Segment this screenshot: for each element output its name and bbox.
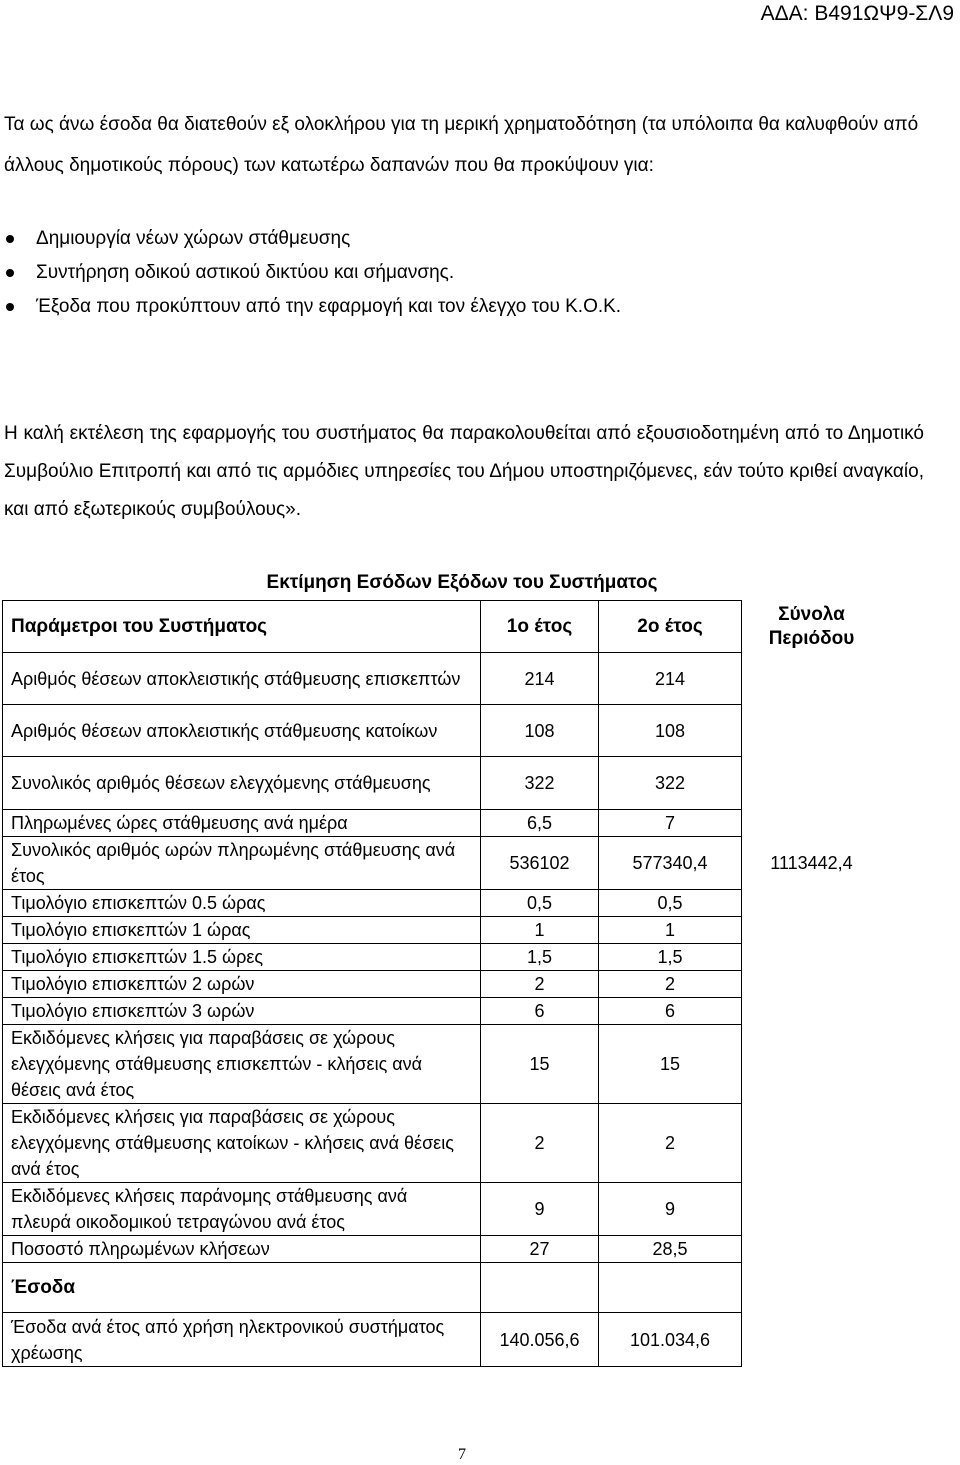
monitoring-paragraph: Η καλή εκτέλεση της εφαρμογής του συστήματος θα παρακολουθείται από εξουσιοδοτημένη από το Δημοτικό Συμβούλιο Επιτροπή και από τις αρμόδιες υπηρεσίες του Δήμου υποστηριζόμενες, εάν τούτο κριθεί αναγκαίο, και από εξωτερικούς συμβούλους». <box>4 423 924 520</box>
table-row <box>3 917 882 944</box>
row-label: Τιμολόγιο επισκεπτών 1.5 ώρες <box>3 944 481 971</box>
row-year2: 7 <box>599 810 742 837</box>
table-row <box>3 653 882 705</box>
row-total <box>742 1183 882 1236</box>
row-label: Εκδιδόμενες κλήσεις παράνομης στάθμευσης ανά πλευρά οικοδομικού τετραγώνου ανά έτος <box>3 1183 481 1236</box>
empty-cell <box>481 1263 599 1313</box>
bullet-icon <box>6 303 14 311</box>
row-label: Αριθμός θέσεων αποκλειστικής στάθμευσης κατοίκων <box>3 705 481 757</box>
row-year1: 9 <box>481 1183 599 1236</box>
row-total <box>742 944 882 971</box>
header-param: Παράμετροι του Συστήματος <box>3 601 481 653</box>
row-total <box>742 1025 882 1104</box>
row-year2: 108 <box>599 705 742 757</box>
table-row <box>3 998 882 1025</box>
list-item-text: Δημιουργία νέων χώρων στάθμευσης <box>36 228 351 249</box>
income-section-label: Έσοδα <box>3 1263 481 1313</box>
estimate-table <box>2 600 882 1367</box>
row-year2: 0,5 <box>599 890 742 917</box>
row-label: Τιμολόγιο επισκεπτών 0.5 ώρας <box>3 890 481 917</box>
row-year2: 6 <box>599 998 742 1025</box>
bullet-icon <box>6 269 14 277</box>
row-year2: 1 <box>599 917 742 944</box>
row-year1: 1 <box>481 917 599 944</box>
page-number: 7 <box>458 1446 466 1463</box>
row-year2: 9 <box>599 1183 742 1236</box>
empty-cell <box>742 1263 882 1313</box>
table-title: Εκτίμηση Εσόδων Εξόδων του Συστήματος <box>266 572 658 593</box>
row-label: Τιμολόγιο επισκεπτών 2 ωρών <box>3 971 481 998</box>
row-year1: 108 <box>481 705 599 757</box>
row-year1: 322 <box>481 757 599 810</box>
row-year2: 1,5 <box>599 944 742 971</box>
row-year2: 214 <box>599 653 742 705</box>
row-total <box>742 890 882 917</box>
row-year2: 577340,4 <box>599 837 742 890</box>
row-total <box>742 1104 882 1183</box>
list-item-text: Έξοδα που προκύπτουν από την εφαρμογή και τον έλεγχο του Κ.Ο.Κ. <box>36 296 622 317</box>
row-label: Έσοδα ανά έτος από χρήση ηλεκτρονικού συστήματος χρέωσης <box>3 1313 481 1367</box>
row-year1: 0,5 <box>481 890 599 917</box>
row-label: Τιμολόγιο επισκεπτών 3 ωρών <box>3 998 481 1025</box>
list-item <box>0 256 621 290</box>
row-year1: 2 <box>481 971 599 998</box>
row-total <box>742 653 882 705</box>
row-year1: 1,5 <box>481 944 599 971</box>
list-item-text: Συντήρηση οδικού αστικού δικτύου και σήμανσης. <box>36 262 455 283</box>
row-label: Εκδιδόμενες κλήσεις για παραβάσεις σε χώρους ελεγχόμενης στάθμευσης επισκεπτών - κλήσεις ανά θέσεις ανά έτος <box>3 1025 481 1104</box>
row-total <box>742 1236 882 1263</box>
row-total <box>742 1313 882 1367</box>
header-total: Σύνολα Περιόδου <box>768 603 855 649</box>
table-row <box>3 971 882 998</box>
row-total <box>742 971 882 998</box>
table-row <box>3 705 882 757</box>
list-item <box>0 222 621 256</box>
row-year1: 15 <box>481 1025 599 1104</box>
table-row <box>3 1236 882 1263</box>
row-year1: 6,5 <box>481 810 599 837</box>
table-row <box>3 890 882 917</box>
table-row <box>3 944 882 971</box>
ada-code: ΑΔΑ: Β491ΩΨ9-ΣΛ9 <box>760 2 954 25</box>
row-year2: 2 <box>599 971 742 998</box>
row-year2: 28,5 <box>599 1236 742 1263</box>
income-section-row <box>3 1263 882 1313</box>
header-year2: 2ο έτος <box>599 601 742 653</box>
table-row <box>3 1025 882 1104</box>
row-total <box>742 998 882 1025</box>
bullet-list <box>0 222 621 324</box>
table-row <box>3 757 882 810</box>
row-year1: 536102 <box>481 837 599 890</box>
table-header-row <box>3 601 882 653</box>
table-row <box>3 810 882 837</box>
row-total <box>742 917 882 944</box>
table-row <box>3 1183 882 1236</box>
bullet-icon <box>6 235 14 243</box>
row-total <box>742 705 882 757</box>
row-year2: 2 <box>599 1104 742 1183</box>
row-year1: 140.056,6 <box>481 1313 599 1367</box>
row-year2: 322 <box>599 757 742 810</box>
row-label: Συνολικός αριθμός θέσεων ελεγχόμενης στάθμευσης <box>3 757 481 810</box>
row-total <box>742 810 882 837</box>
row-label: Συνολικός αριθμός ωρών πληρωμένης στάθμευσης ανά έτος <box>3 837 481 890</box>
table-row <box>3 1104 882 1183</box>
row-year2: 101.034,6 <box>599 1313 742 1367</box>
intro-paragraph: Τα ως άνω έσοδα θα διατεθούν εξ ολοκλήρου για τη μερική χρηματοδότηση (τα υπόλοιπα θα καλυφθούν από άλλους δημοτικούς πόρους) των κατωτέρω δαπανών που θα προκύψουν για: <box>4 114 919 176</box>
row-year2: 15 <box>599 1025 742 1104</box>
row-label: Ποσοστό πληρωμένων κλήσεων <box>3 1236 481 1263</box>
list-item <box>0 290 621 324</box>
row-label: Αριθμός θέσεων αποκλειστικής στάθμευσης επισκεπτών <box>3 653 481 705</box>
row-year1: 6 <box>481 998 599 1025</box>
row-total: 1113442,4 <box>770 853 853 873</box>
row-total <box>742 757 882 810</box>
table-row <box>3 837 882 890</box>
header-year1: 1ο έτος <box>481 601 599 653</box>
empty-cell <box>599 1263 742 1313</box>
row-label: Εκδιδόμενες κλήσεις για παραβάσεις σε χώρους ελεγχόμενης στάθμευσης κατοίκων - κλήσεις ανά θέσεις ανά έτος <box>3 1104 481 1183</box>
row-year1: 2 <box>481 1104 599 1183</box>
row-label: Πληρωμένες ώρες στάθμευσης ανά ημέρα <box>3 810 481 837</box>
row-year1: 27 <box>481 1236 599 1263</box>
table-row <box>3 1313 882 1367</box>
row-label: Τιμολόγιο επισκεπτών 1 ώρας <box>3 917 481 944</box>
row-year1: 214 <box>481 653 599 705</box>
